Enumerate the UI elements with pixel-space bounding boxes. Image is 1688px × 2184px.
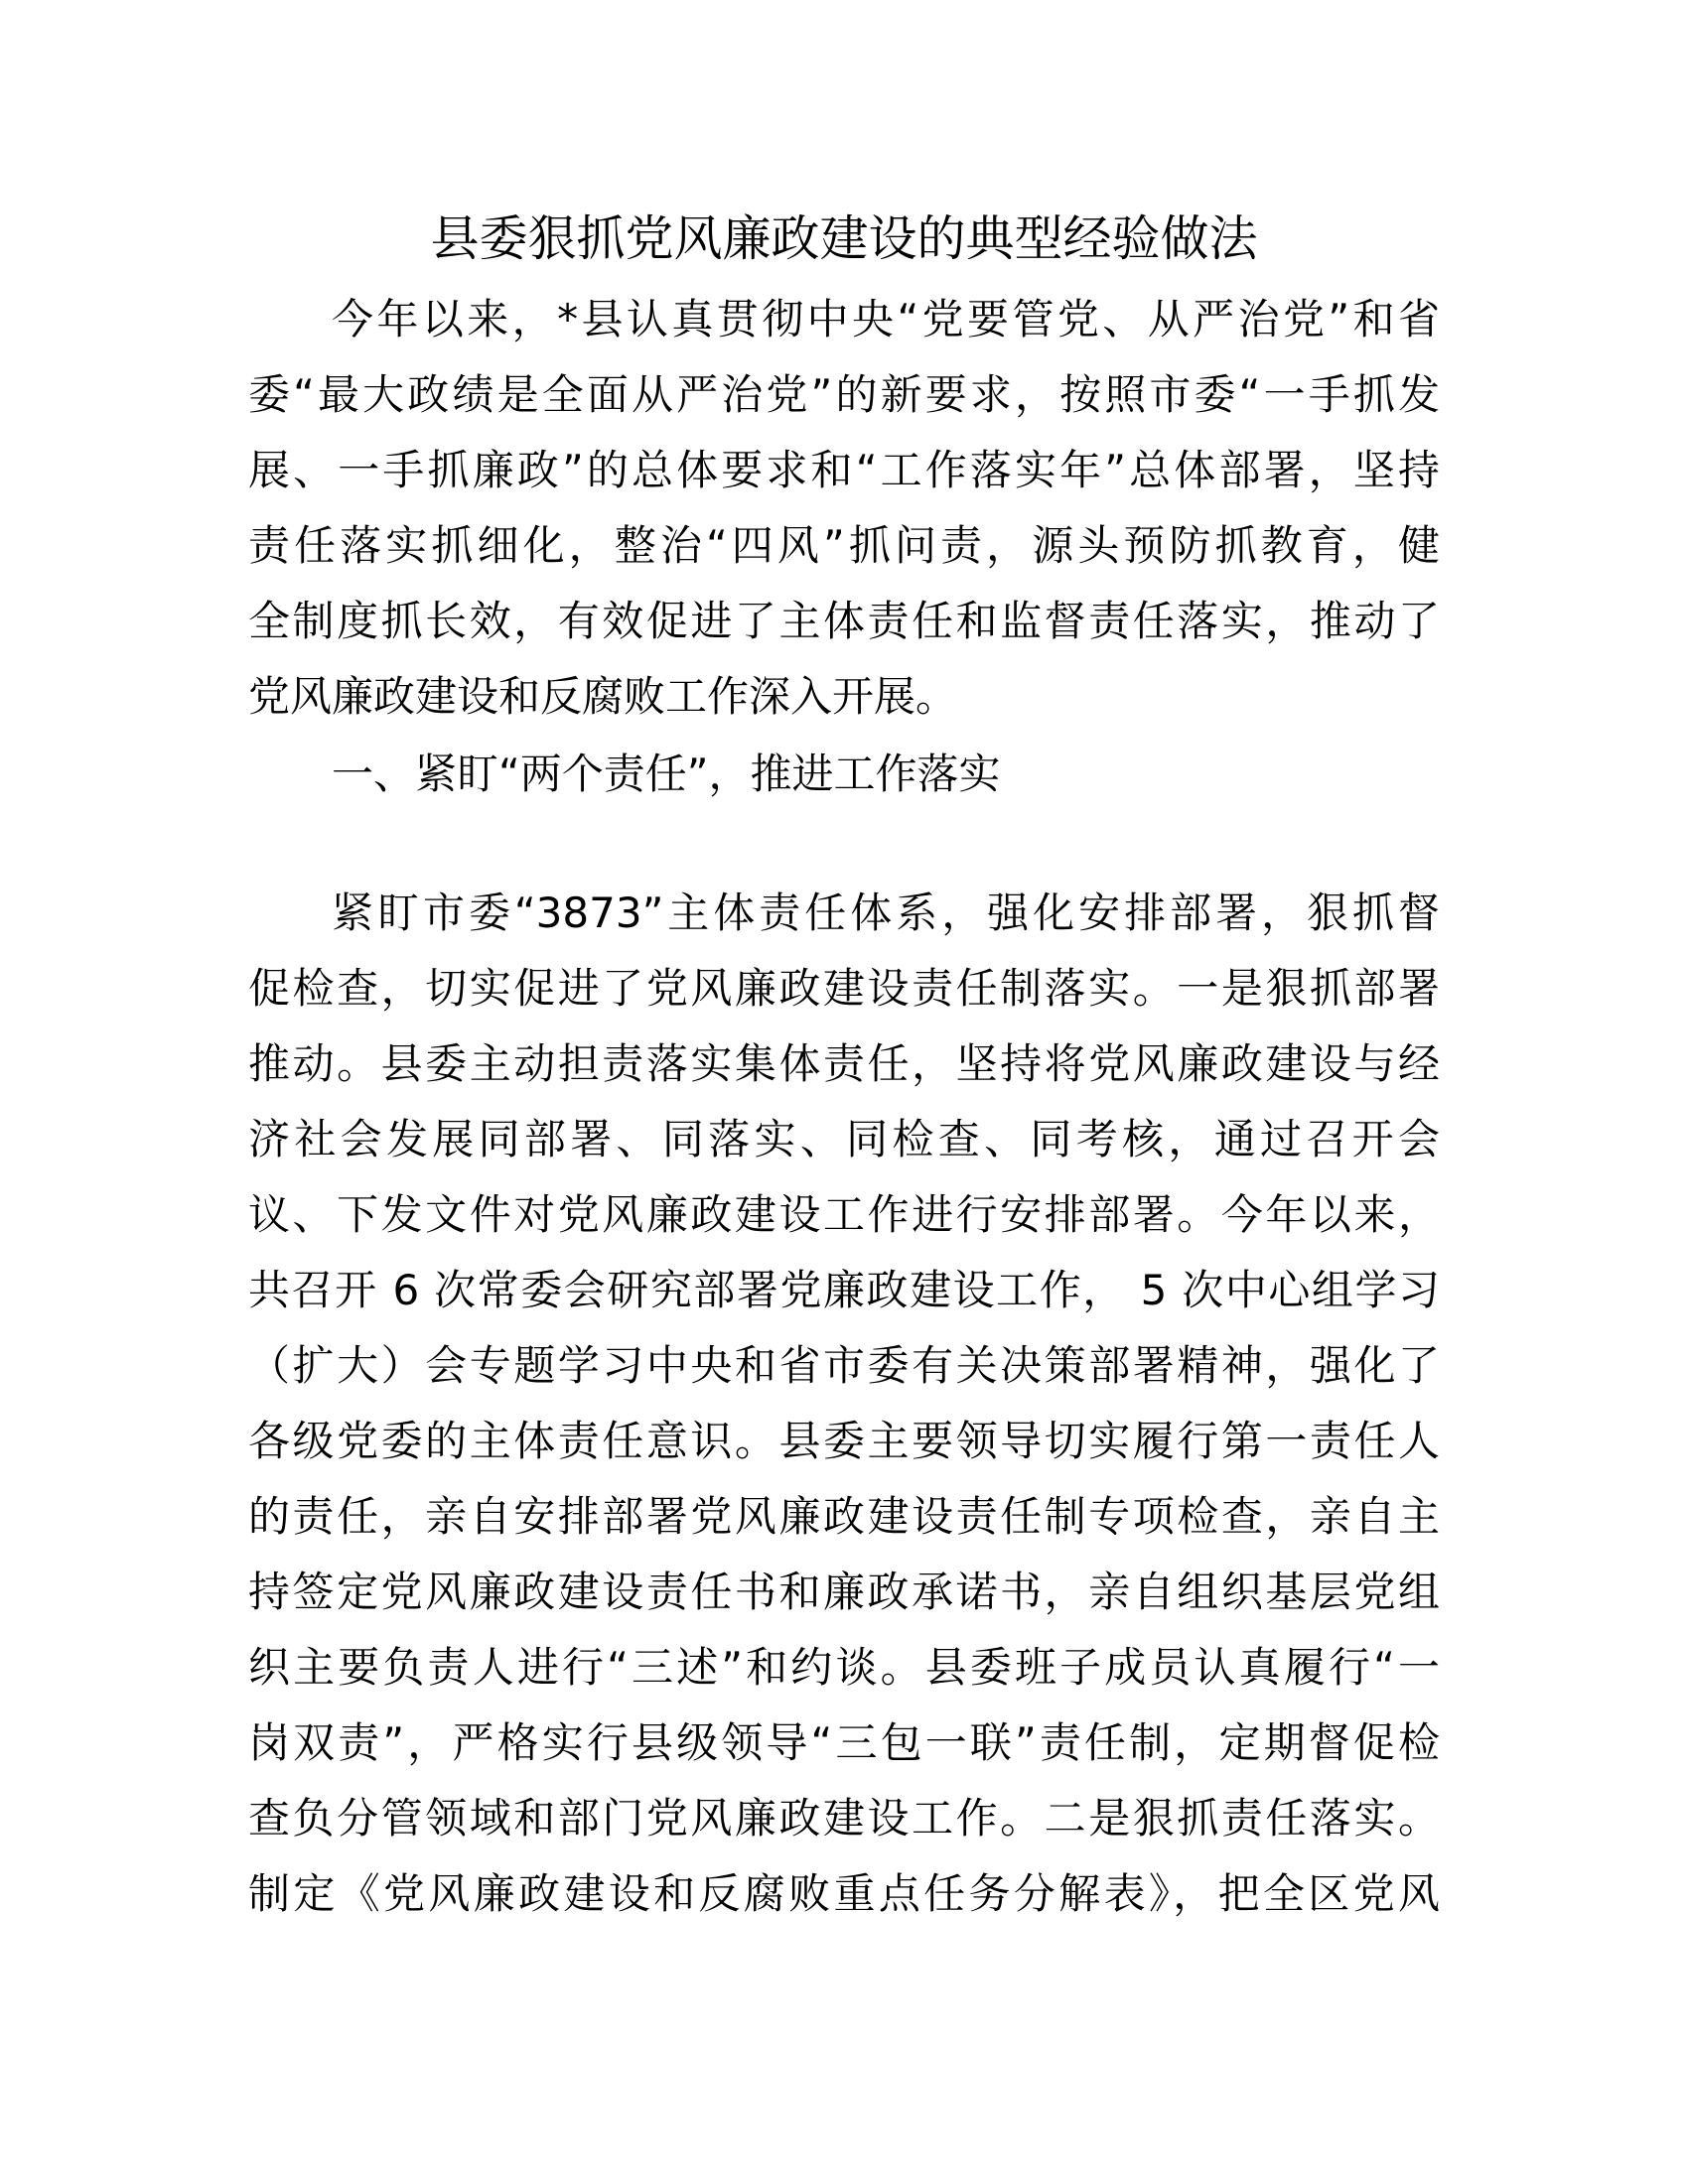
body-line: 共召开 6 次常委会研究部署党廉政建设工作， 5 次中心组学习 (248, 1266, 1440, 1314)
body-line: 紧盯市委“3873”主体责任体系，强化安排部署，狠抓督 (332, 888, 1440, 937)
body-line: 推动。县委主动担责落实集体责任，坚持将党风廉政建设与经 (248, 1039, 1440, 1088)
intro-line: 党风廉政建设和反腐败工作深入开展。 (248, 672, 958, 721)
body-line: 制定《党风廉政建设和反腐败重点任务分解表》，把全区党风 (248, 1869, 1440, 1918)
body-line: 济社会发展同部署、同落实、同检查、同考核，通过召开会 (248, 1115, 1440, 1163)
body-line: 促检查，切实促进了党风廉政建设责任制落实。一是狠抓部署 (248, 964, 1440, 1013)
intro-line: 展、一手抓廉政”的总体要求和“工作落实年”总体部署，坚持 (248, 446, 1440, 494)
body-line: 各级党委的主体责任意识。县委主要领导切实履行第一责任人 (248, 1417, 1440, 1465)
body-line: 议、下发文件对党风廉政建设工作进行安排部署。今年以来， (248, 1190, 1440, 1239)
body-line: 持签定党风廉政建设责任书和廉政承诺书，亲自组织基层党组 (248, 1568, 1440, 1616)
body-line: （扩大）会专题学习中央和省市委有关决策部署精神，强化了 (248, 1341, 1440, 1390)
intro-line: 委“最大政绩是全面从严治党”的新要求，按照市委“一手抓发 (248, 370, 1440, 419)
document-title: 县委狠抓党风廉政建设的典型经验做法 (430, 210, 1258, 267)
section-heading: 一、紧盯“两个责任”，推进工作落实 (332, 750, 1001, 798)
body-line: 的责任，亲自安排部署党风廉政建设责任制专项检查，亲自主 (248, 1492, 1440, 1541)
intro-line: 全制度抓长效，有效促进了主体责任和监督责任落实，推动了 (248, 597, 1440, 645)
body-line: 岗双责”，严格实行县级领导“三包一联”责任制，定期督促检 (248, 1718, 1440, 1767)
body-line: 织主要负责人进行“三述”和约谈。县委班子成员认真履行“一 (248, 1643, 1440, 1692)
intro-line: 今年以来，*县认真贯彻中央“党要管党、从严治党”和省 (332, 295, 1440, 343)
body-line: 查负分管领域和部门党风廉政建设工作。二是狠抓责任落实。 (248, 1794, 1440, 1843)
intro-line: 责任落实抓细化，整治“四风”抓问责，源头预防抓教育，健 (248, 521, 1440, 570)
